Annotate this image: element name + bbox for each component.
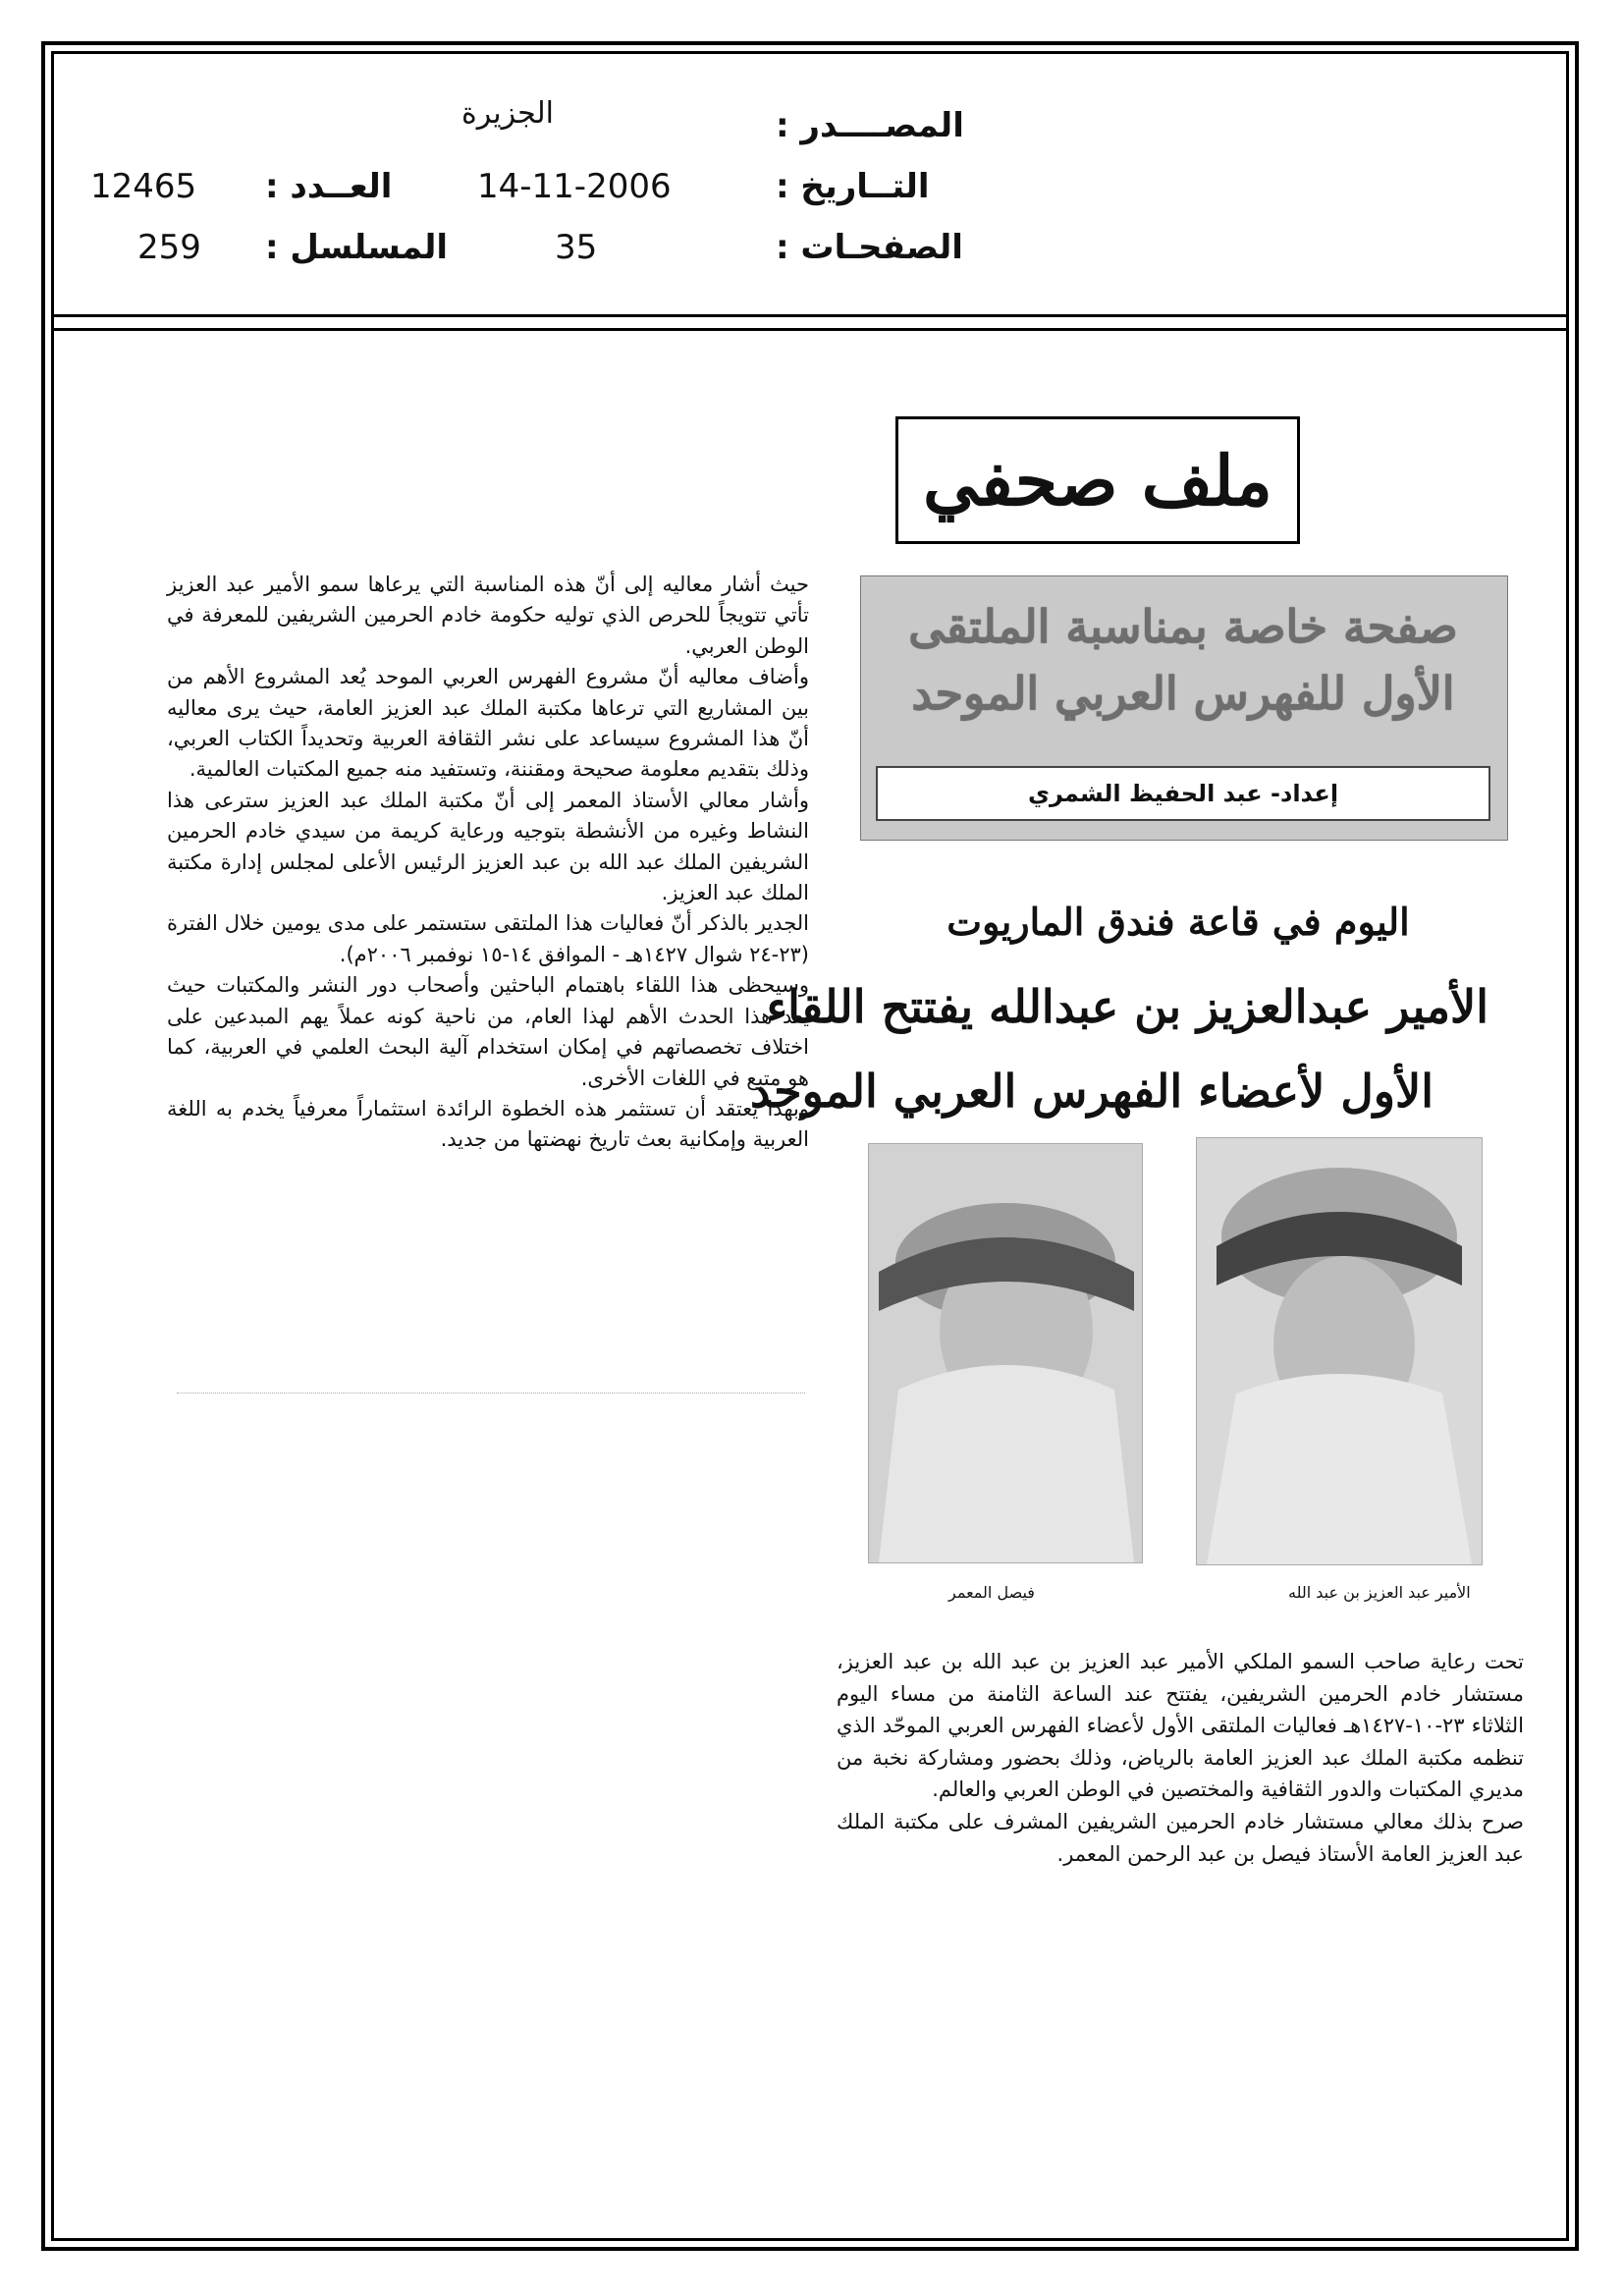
issue-value: 12465 [90,167,197,206]
article-body-left [167,570,809,1156]
left-paragraph-5: وسيحظى هذا اللقاء باهتمام الباحثين وأصحاب دور النشر والمكتبات حيث يعد هذا الحدث الأهم لهذا العام، من ناحية كونه عملاً يهم المبدعين على اختلاف تخصصاتهم في إمكان استخدام آلية البحث العلمي في العربية، كما هو متبع في اللغات الأخرى. [167,973,809,1090]
headline-line-2: الأول لأعضاء الفهرس العربي الموحد [750,1065,1434,1118]
date-label: التــاريخ : [776,167,930,206]
photo-prince-abdulaziz [1196,1137,1483,1565]
left-paragraph-3: وأشار معالي الأستاذ المعمر إلى أنّ مكتبة الملك عبد العزيز سترعى هذا النشاط وغيره من الأنشطة بتوجيه ورعاية كريمة من سيدي خادم الحرمين الشريفين الملك عبد الله بن عبد العزيز الرئيس الأعلى لمجلس إدارة مكتبة الملك عبد العزيز. [167,788,809,905]
header-divider-second [51,328,1569,331]
pages-value: 35 [555,228,598,267]
photo-caption-right: الأمير عبد العزيز بن عبد الله [1288,1583,1471,1602]
serial-label: المسلسل : [265,228,449,267]
left-paragraph-6: وبهذا يعتقد أن تستثمر هذه الخطوة الرائدة استثماراً معرفياً يخدم به اللغة العربية وإمكانية بعث تاريخ نهضتها من جديد. [167,1096,809,1152]
article-body-right [837,1646,1524,1870]
date-value: 14-11-2006 [477,167,672,206]
photo-faisal-almuammar [868,1143,1143,1563]
headline-line-1: الأمير عبدالعزيز بن عبدالله يفتتح اللقاء [766,980,1488,1033]
right-paragraph-1: تحت رعاية صاحب السمو الملكي الأمير عبد العزيز بن عبد الله بن عبد العزيز، مستشار خادم الحرمين الشريفين، يفتتح عند الساعة الثامنة من مساء اليوم الثلاثاء ٢٣-١٠-١٤٢٧هـ فعاليات الملتقى الأول لأعضاء الفهرس العربي الموحّد الذي تنظمه مكتبة الملك عبد العزيز العامة بالرياض، وذلك بحضور ومشاركة نخبة من مديري المكتبات والدور الثقافية والمختصين في الوطن العربي والعالم. [837,1650,1524,1802]
left-column-end-rule [177,1393,805,1394]
byline: إعداد- عبد الحفيظ الشمري [876,766,1490,821]
left-paragraph-2: وأضاف معاليه أنّ مشروع الفهرس العربي الموحد يُعد المشروع الأهم من بين المشاريع التي ترعاها مكتبة الملك عبد العزيز العامة، حيث يرى معاليه أنّ هذا المشروع سيساعد على نشر الثقافة العربية وتحديداً الكتاب العربي، وذلك بتقديم معلومة صحيحة ومقننة، وتستفيد منه جميع المكتبات العالمية. [167,665,809,782]
serial-value: 259 [137,228,201,267]
left-paragraph-1: حيث أشار معاليه إلى أنّ هذه المناسبة التي يرعاها سمو الأمير عبد العزيز تأتي تتويجاً للحرص الذي توليه حكومة خادم الحرمين الشريفين للمعرفة في الوطن العربي. [167,573,809,658]
left-paragraph-4: الجدير بالذكر أنّ فعاليات هذا الملتقى ستستمر على مدى يومين خلال الفترة (٢٣-٢٤ شوال ١٤٢٧هـ - الموافق ١٤-١٥ نوفمبر ٢٠٠٦م). [167,911,809,966]
press-file-title: ملف صحفي [923,439,1272,521]
press-file-box [895,416,1300,544]
source-label: المصــــدر : [776,106,964,145]
pages-label: الصفحـات : [776,228,963,267]
right-paragraph-2: صرح بذلك معالي مستشار خادم الحرمين الشريفين المشرف على مكتبة الملك عبد العزيز العامة الأستاذ فيصل بن عبد الرحمن المعمر. [837,1809,1524,1866]
issue-label: العــدد : [265,167,393,206]
banner-line-2: الأول للفهرس العربي الموحد [911,667,1455,720]
photo-caption-left: فيصل المعمر [948,1583,1035,1602]
header-divider [51,314,1569,317]
source-value: الجزيرة [461,96,555,131]
headline-kicker: اليوم في قاعة فندق الماريوت [947,900,1410,944]
banner-line-1: صفحة خاصة بمناسبة الملتقى [908,600,1458,653]
